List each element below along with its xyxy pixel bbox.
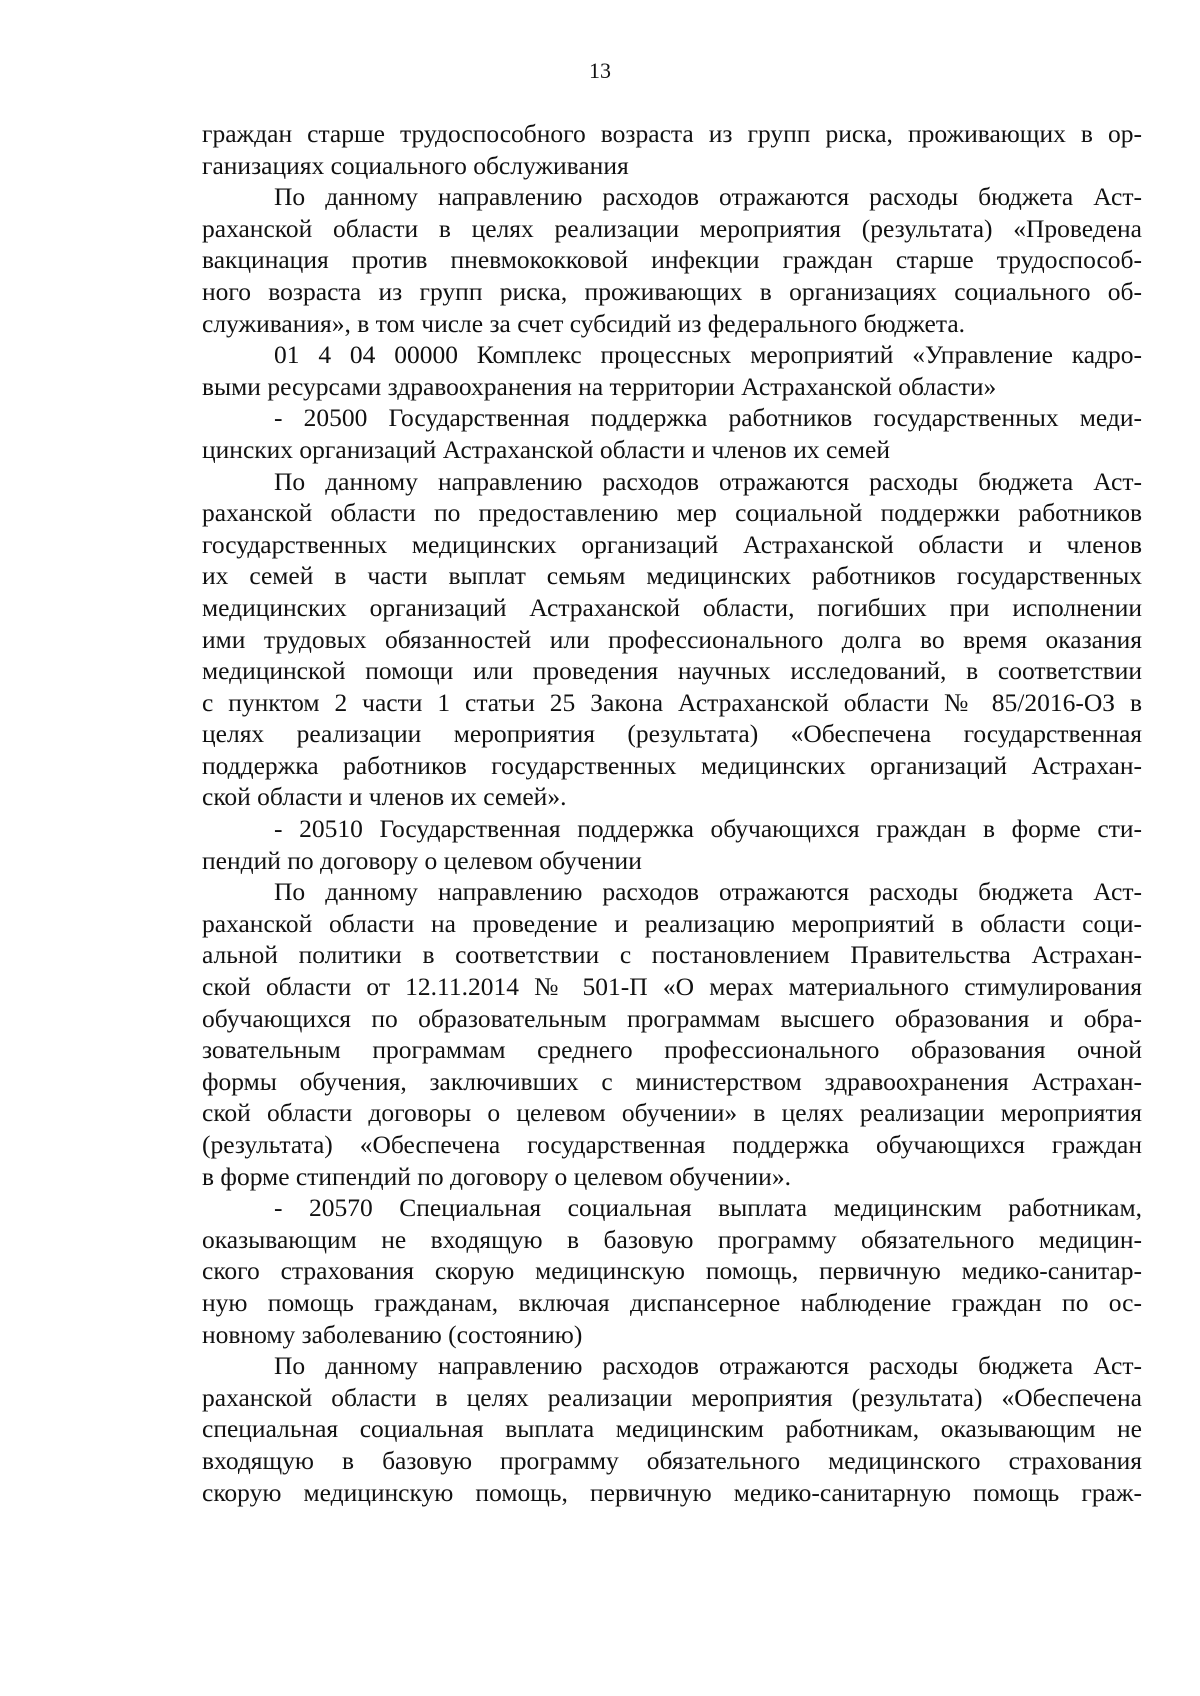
text-line: ской области от 12.11.2014 № 501-П «О мерах материального стимулирования	[202, 972, 1142, 1002]
text-line: ного возраста из групп риска, проживающих в организациях социального об-	[202, 276, 1142, 306]
text-line: поддержка работников государственных медицинских организаций Астрахан-	[202, 750, 1142, 780]
text-line: По данному направлению расходов отражаются расходы бюджета Аст-	[274, 877, 1142, 907]
text-line: в форме стипендий по договору о целевом обучении».	[202, 1161, 791, 1191]
text-line: альной политики в соответствии с постановлением Правительства Астрахан-	[202, 940, 1142, 970]
text-line: обучающихся по образовательным программам высшего образования и обра-	[202, 1003, 1142, 1033]
text-line: ской области и членов их семей».	[202, 782, 567, 812]
paragraph-p6	[202, 813, 1142, 876]
text-line: ную помощь гражданам, включая диспансерное наблюдение граждан по ос-	[202, 1287, 1142, 1317]
text-line: (результата) «Обеспечена государственная поддержка обучающихся граждан	[202, 1130, 1142, 1159]
text-line: медицинской помощи или проведения научных исследований, в соответствии	[202, 656, 1142, 686]
text-line: новному заболеванию (состоянию)	[202, 1319, 583, 1349]
text-line: входящую в базовую программу обязательного медицинского страхования	[202, 1445, 1142, 1475]
text-line: скорую медицинскую помощь, первичную медико-санитарную помощь граж-	[202, 1477, 1142, 1507]
text-line: - 20510 Государственная поддержка обучающихся граждан в форме сти-	[274, 814, 1142, 844]
text-line: пендий по договору о целевом обучении	[202, 845, 642, 875]
text-line: цинских организаций Астраханской области и членов их семей	[202, 434, 891, 464]
text-line: государственных медицинских организаций Астраханской области и членов	[202, 529, 1142, 559]
paragraph-p5	[202, 466, 1142, 814]
text-line: раханской области в целях реализации мероприятия (результата) «Проведена	[202, 213, 1142, 243]
paragraph-p9	[202, 1350, 1142, 1508]
text-line: специальная социальная выплата медицинским работникам, оказывающим не	[202, 1414, 1142, 1444]
text-line: 01 4 04 00000 Комплекс процессных мероприятий «Управление кадро-	[274, 340, 1142, 370]
text-line: их семей в части выплат семьям медицинских работников государственных	[202, 561, 1142, 591]
text-line: ского страхования скорую медицинскую помощь, первичную медико-санитар-	[202, 1256, 1142, 1286]
text-line: граждан старше трудоспособного возраста из групп риска, проживающих в ор-	[202, 119, 1142, 148]
text-line: ими трудовых обязанностей или профессионального долга во время оказания	[202, 624, 1142, 654]
text-line: раханской области по предоставлению мер социальной поддержки работников	[202, 498, 1142, 528]
text-line: выми ресурсами здравоохранения на территории Астраханской области»	[202, 371, 997, 401]
text-line: - 20500 Государственная поддержка работников государственных меди-	[274, 403, 1142, 433]
text-line: зовательным программам среднего профессионального образования очной	[202, 1035, 1142, 1065]
paragraph-p1	[202, 118, 1142, 181]
paragraph-p4	[202, 402, 1142, 465]
text-line: ской области договоры о целевом обучении» в целях реализации мероприятия	[202, 1098, 1142, 1128]
text-line: - 20570 Специальная социальная выплата медицинским работникам,	[274, 1193, 1142, 1223]
text-line: По данному направлению расходов отражаются расходы бюджета Аст-	[274, 1351, 1142, 1381]
text-line: служивания», в том числе за счет субсидий из федерального бюджета.	[202, 308, 966, 338]
text-line: формы обучения, заключивших с министерством здравоохранения Астрахан-	[202, 1066, 1142, 1096]
paragraph-p8	[202, 1192, 1142, 1350]
paragraph-p7	[202, 876, 1142, 1192]
text-line: ганизациях социального обслуживания	[202, 150, 629, 180]
paragraph-p2	[202, 181, 1142, 339]
text-line: с пунктом 2 части 1 статьи 25 Закона Астраханской области № 85/2016-ОЗ в	[202, 687, 1142, 717]
text-line: По данному направлению расходов отражаются расходы бюджета Аст-	[274, 466, 1142, 496]
text-line: оказывающим не входящую в базовую программу обязательного медицин-	[202, 1224, 1142, 1254]
text-line: По данному направлению расходов отражаются расходы бюджета Аст-	[274, 182, 1142, 212]
text-line: медицинских организаций Астраханской области, погибших при исполнении	[202, 592, 1142, 622]
document-body	[202, 118, 1142, 1508]
text-line: вакцинация против пневмококковой инфекции граждан старше трудоспособ-	[202, 245, 1142, 275]
text-line: целях реализации мероприятия (результата) «Обеспечена государственная	[202, 719, 1142, 749]
text-line: раханской области в целях реализации мероприятия (результата) «Обеспечена	[202, 1382, 1142, 1412]
text-line: раханской области на проведение и реализацию мероприятий в области соци-	[202, 908, 1142, 938]
paragraph-p3	[202, 339, 1142, 402]
page-number: 13	[589, 58, 611, 83]
